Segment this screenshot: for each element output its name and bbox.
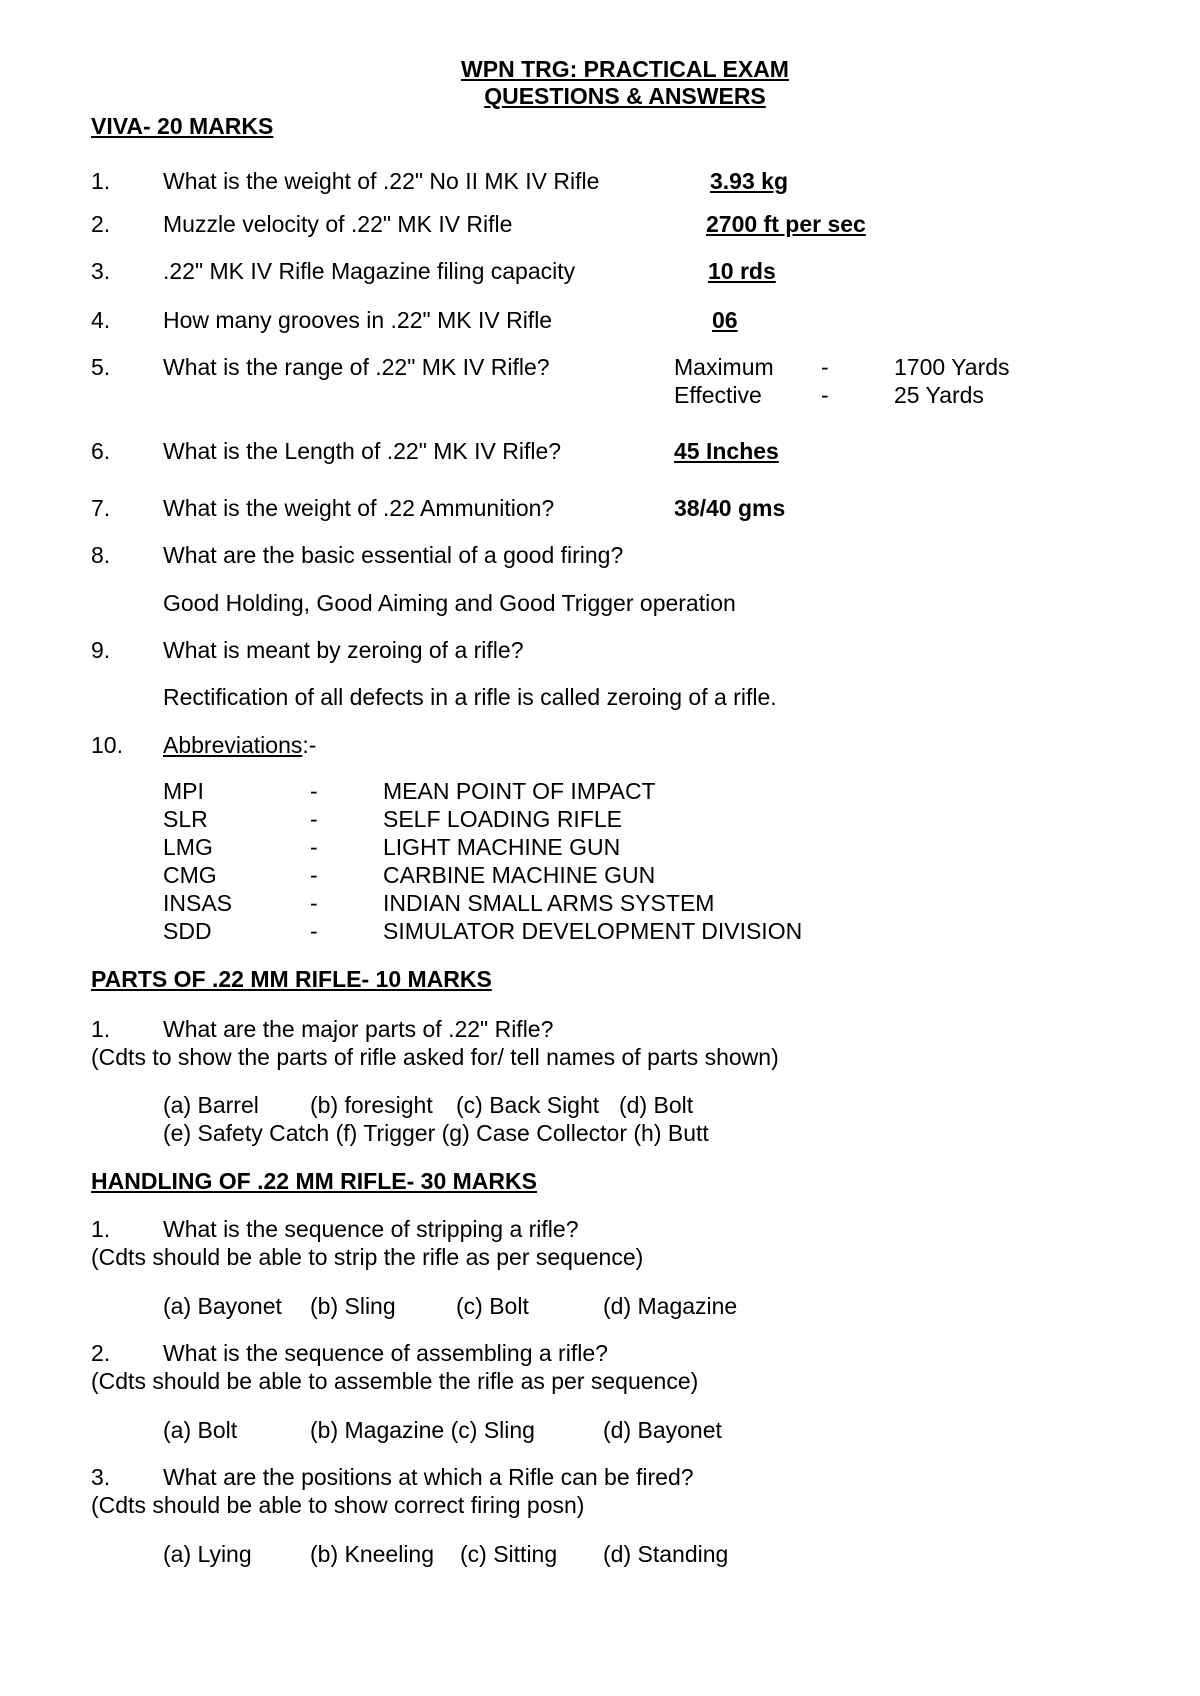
abbr-code: SDD bbox=[163, 918, 212, 944]
handling-q1-number: 1. bbox=[91, 1216, 111, 1242]
part-option: (a) Barrel bbox=[163, 1092, 259, 1118]
abbr-dash: - bbox=[310, 918, 318, 944]
handling-option: (d) Bayonet bbox=[603, 1417, 722, 1443]
handling-q2-number: 2. bbox=[91, 1340, 111, 1366]
part-option: (d) Bolt bbox=[619, 1092, 694, 1118]
abbr-dash: - bbox=[310, 890, 318, 916]
viva-q1-number: 1. bbox=[91, 168, 111, 194]
viva-q6-answer: 45 Inches bbox=[674, 438, 779, 464]
handling-q3-number: 3. bbox=[91, 1464, 111, 1490]
viva-q4-answer: 06 bbox=[712, 307, 738, 333]
handling-option: (c) Bolt bbox=[456, 1293, 529, 1319]
handling-option: (a) Bolt bbox=[163, 1417, 238, 1443]
abbr-dash: - bbox=[310, 778, 318, 804]
viva-q6-number: 6. bbox=[91, 438, 111, 464]
viva-q3-text: .22" MK IV Rifle Magazine filing capacity bbox=[163, 258, 576, 284]
handling-q2-note: (Cdts should be able to assemble the rifle as per sequence) bbox=[91, 1368, 699, 1394]
abbr-dash: - bbox=[310, 834, 318, 860]
viva-q1-answer: 3.93 kg bbox=[710, 168, 788, 194]
handling-q1-note: (Cdts should be able to strip the rifle as per sequence) bbox=[91, 1244, 644, 1270]
viva-q7-answer: 38/40 gms bbox=[674, 495, 786, 521]
handling-q2-text: What is the sequence of assembling a rifle? bbox=[163, 1340, 608, 1366]
viva-q3-answer: 10 rds bbox=[708, 258, 776, 284]
viva-q9-text: What is meant by zeroing of a rifle? bbox=[163, 637, 524, 663]
handling-option: (c) Sitting bbox=[460, 1541, 558, 1567]
handling-option: (b) Kneeling bbox=[310, 1541, 435, 1567]
parts-heading: PARTS OF .22 MM RIFLE- 10 MARKS bbox=[91, 966, 492, 992]
handling-option: (a) Lying bbox=[163, 1541, 252, 1567]
abbr-code: SLR bbox=[163, 806, 208, 832]
range-label-maximum: Maximum bbox=[674, 354, 774, 380]
handling-q1-text: What is the sequence of stripping a rifle? bbox=[163, 1216, 579, 1242]
abbr-full: SIMULATOR DEVELOPMENT DIVISION bbox=[383, 918, 803, 944]
viva-q2-text: Muzzle velocity of .22" MK IV Rifle bbox=[163, 211, 513, 237]
title-line-1: WPN TRG: PRACTICAL EXAM bbox=[461, 56, 789, 82]
viva-q9-answer: Rectification of all defects in a rifle is called zeroing of a rifle. bbox=[163, 684, 777, 710]
viva-q3-number: 3. bbox=[91, 258, 111, 284]
parts-q1-text: What are the major parts of .22" Rifle? bbox=[163, 1016, 554, 1042]
viva-q2-number: 2. bbox=[91, 211, 111, 237]
range-value-effective: 25 Yards bbox=[894, 382, 984, 408]
part-option: (b) foresight bbox=[310, 1092, 433, 1118]
viva-q8-text: What are the basic essential of a good firing? bbox=[163, 542, 624, 568]
abbreviations-label: Abbreviations bbox=[163, 732, 303, 758]
handling-option: (b) Magazine (c) Sling bbox=[310, 1417, 535, 1443]
abbr-code: CMG bbox=[163, 862, 217, 888]
range-dash: - bbox=[821, 382, 829, 408]
handling-q3-text: What are the positions at which a Rifle can be fired? bbox=[163, 1464, 694, 1490]
viva-q8-number: 8. bbox=[91, 542, 111, 568]
handling-option: (b) Sling bbox=[310, 1293, 396, 1319]
parts-q1-number: 1. bbox=[91, 1016, 111, 1042]
abbr-full: SELF LOADING RIFLE bbox=[383, 806, 623, 832]
abbr-full: MEAN POINT OF IMPACT bbox=[383, 778, 656, 804]
parts-q1-note: (Cdts to show the parts of rifle asked for/ tell names of parts shown) bbox=[91, 1044, 779, 1070]
handling-option: (d) Standing bbox=[603, 1541, 729, 1567]
abbr-dash: - bbox=[310, 806, 318, 832]
range-dash: - bbox=[821, 354, 829, 380]
viva-q6-text: What is the Length of .22" MK IV Rifle? bbox=[163, 438, 562, 464]
viva-q4-text: How many grooves in .22" MK IV Rifle bbox=[163, 307, 553, 333]
handling-option: (a) Bayonet bbox=[163, 1293, 282, 1319]
abbr-full: CARBINE MACHINE GUN bbox=[383, 862, 656, 888]
abbr-code: MPI bbox=[163, 778, 204, 804]
range-value-maximum: 1700 Yards bbox=[894, 354, 1010, 380]
abbreviations-suffix: :- bbox=[302, 732, 317, 758]
viva-q5-text: What is the range of .22" MK IV Rifle? bbox=[163, 354, 550, 380]
viva-q7-text: What is the weight of .22 Ammunition? bbox=[163, 495, 555, 521]
viva-q1-text: What is the weight of .22" No II MK IV Rifle bbox=[163, 168, 600, 194]
viva-q4-number: 4. bbox=[91, 307, 111, 333]
handling-q3-note: (Cdts should be able to show correct firing posn) bbox=[91, 1492, 585, 1518]
abbr-dash: - bbox=[310, 862, 318, 888]
viva-q9-number: 9. bbox=[91, 637, 111, 663]
viva-q8-answer: Good Holding, Good Aiming and Good Trigger operation bbox=[163, 590, 736, 616]
viva-q7-number: 7. bbox=[91, 495, 111, 521]
parts-row-2: (e) Safety Catch (f) Trigger (g) Case Collector (h) Butt bbox=[163, 1120, 709, 1146]
abbr-code: LMG bbox=[163, 834, 213, 860]
viva-q2-answer: 2700 ft per sec bbox=[706, 211, 866, 237]
handling-option: (d) Magazine bbox=[603, 1293, 738, 1319]
handling-heading: HANDLING OF .22 MM RIFLE- 30 MARKS bbox=[91, 1168, 537, 1194]
abbr-full: LIGHT MACHINE GUN bbox=[383, 834, 621, 860]
abbreviations-heading bbox=[163, 731, 316, 759]
viva-q10-number: 10. bbox=[91, 732, 123, 758]
viva-heading: VIVA- 20 MARKS bbox=[91, 113, 274, 139]
range-label-effective: Effective bbox=[674, 382, 762, 408]
viva-q5-number: 5. bbox=[91, 354, 111, 380]
title-line-2: QUESTIONS & ANSWERS bbox=[484, 83, 766, 109]
abbr-code: INSAS bbox=[163, 890, 233, 916]
abbr-full: INDIAN SMALL ARMS SYSTEM bbox=[383, 890, 715, 916]
part-option: (c) Back Sight bbox=[456, 1092, 600, 1118]
